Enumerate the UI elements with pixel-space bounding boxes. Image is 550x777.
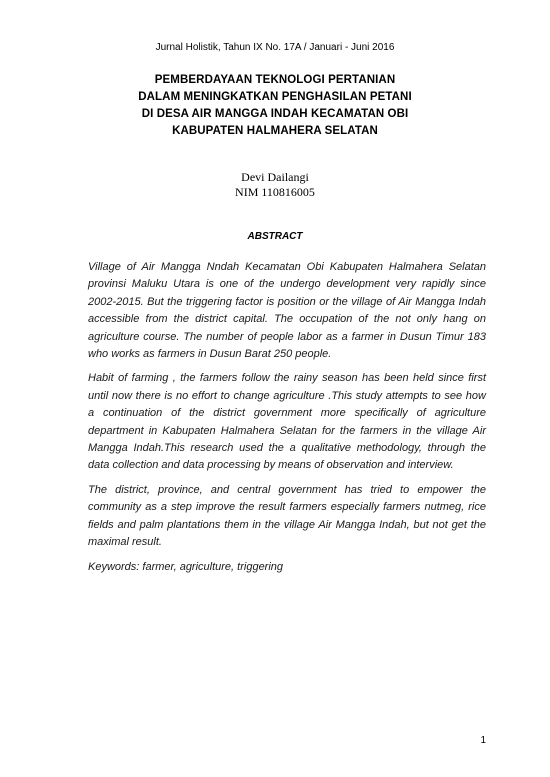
abstract-heading: ABSTRACT [247,231,303,242]
abstract-paragraph: Village of Air Mangga Nndah Kecamatan Obi Kabupaten Halmahera Selatan provinsi Maluku Utara is one of the undergo development very rapidly since 2002-2015. But the triggering factor is position or the village of Air Mangga Indah accessible from the district capital. The occupation of the not only hang on agriculture course. The number of people labor as a farmer in Dusun Timur 183 who works as farmers in Dusun Barat 250 people. [88,261,486,361]
keywords: Keywords: farmer, agriculture, triggering [88,560,284,573]
title-line: DI DESA AIR MANGGA INDAH KECAMATAN OBI [141,108,409,120]
author-name: Devi Dailangi [241,170,309,184]
journal-header: Jurnal Holistik, Tahun IX No. 17A / Januari - Juni 2016 [155,42,395,53]
author-nim: NIM 110816005 [235,185,315,199]
page-number: 1 [480,735,486,746]
author-block [0,170,550,200]
abstract-paragraph: Habit of farming , the farmers follow the rainy season has been held since first until now there is no effort to change agriculture .This study attempts to see how a continuation of the district government more specifically of agriculture department in Kabupaten Halmahera Selatan for the farmers in the village Air Mangga Indah.This research used the a qualitative methodology, through the data collection and data processing by means of observation and interview. [88,372,486,472]
abstract-body [88,259,486,583]
title-line: KABUPATEN HALMAHERA SELATAN [172,125,378,137]
paper-title [0,72,550,140]
abstract-paragraph: The district, province, and central government has tried to empower the community as a step improve the result farmers especially farmers nutmeg, rice fields and palm plantations them in the village Air Mangga Indah, but not get the maximal result. [88,483,486,549]
title-line: DALAM MENINGKATKAN PENGHASILAN PETANI [138,91,412,103]
title-line: PEMBERDAYAAN TEKNOLOGI PERTANIAN [154,74,396,86]
